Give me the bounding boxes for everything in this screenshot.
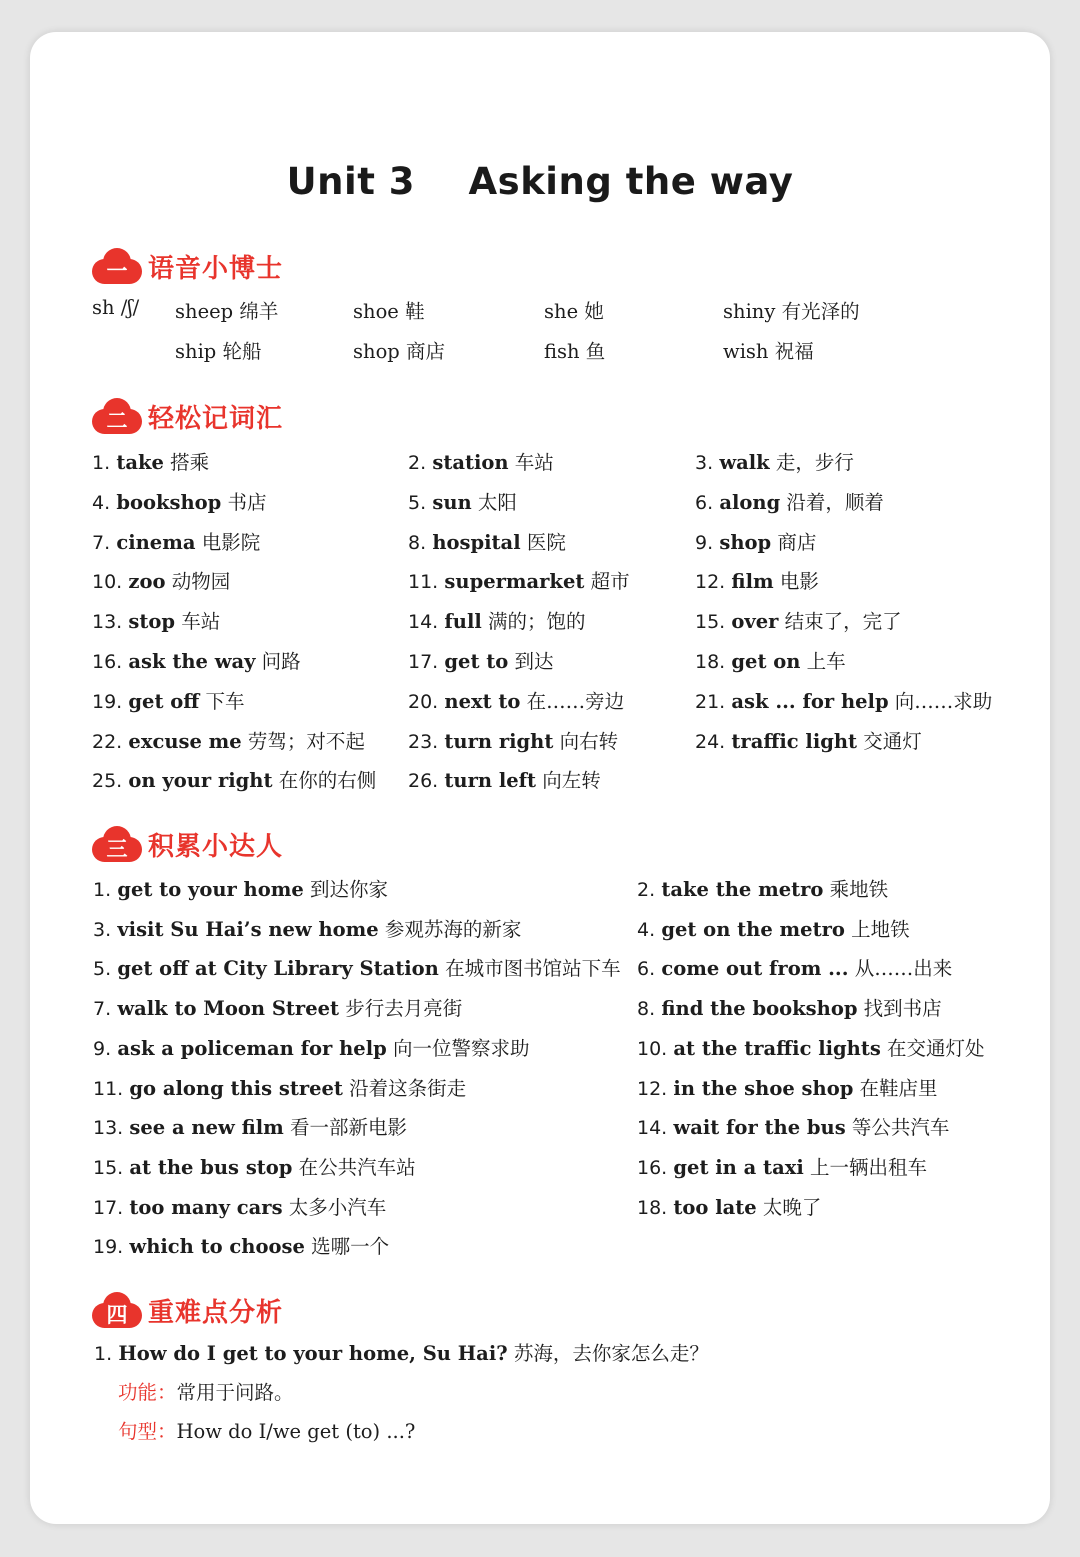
- phrase-item: 7. walk to Moon Street 步行去月亮街: [93, 997, 463, 1021]
- phrase-item: 1. get to your home 到达你家: [93, 878, 389, 901]
- vocab-item: 8. hospital 医院: [408, 530, 566, 554]
- phonics-sound: sh /ʃ/: [92, 296, 140, 319]
- phrase-item: 11. go along this street 沿着这条街走: [93, 1076, 467, 1100]
- vocab-item: 18. get on 上车: [695, 650, 846, 673]
- vocab-item: 9. shop 商店: [695, 530, 817, 554]
- function-note: 功能：常用于问路。: [118, 1381, 294, 1404]
- vocab-item: 11. supermarket 超市: [408, 570, 630, 594]
- phonics-word: she 她: [544, 300, 604, 323]
- section-key-points-header: [92, 1290, 283, 1330]
- phonics-word: wish 祝福: [723, 340, 814, 363]
- vocab-item: 26. turn left 向左转: [408, 769, 601, 793]
- phonics-word: shop 商店: [353, 340, 446, 363]
- vocab-item: 22. excuse me 劳驾；对不起: [92, 729, 365, 753]
- vocab-item: 14. full 满的；饱的: [408, 610, 586, 634]
- phrase-item: 6. come out from ... 从……出来: [637, 957, 953, 981]
- section-phrases-header: [92, 824, 283, 864]
- section-title: 轻松记词汇: [148, 403, 284, 434]
- phonics-word: sheep 绵羊: [175, 300, 279, 323]
- vocab-item: 21. ask ... for help 向……求助: [695, 689, 993, 713]
- vocab-item: 20. next to 在……旁边: [408, 689, 625, 713]
- vocab-item: 7. cinema 电影院: [92, 530, 261, 554]
- phrase-item: 3. visit Su Hai’s new home 参观苏海的新家: [93, 917, 522, 941]
- vocab-item: 12. film 电影: [695, 570, 819, 594]
- phrase-item: 14. wait for the bus 等公共汽车: [637, 1116, 950, 1140]
- vocab-item: 1. take 搭乘: [92, 451, 210, 474]
- section-badge: 一: [92, 248, 142, 284]
- section-title: 语音小博士: [148, 253, 284, 284]
- section-badge: 三: [92, 826, 142, 862]
- phrase-item: 16. get in a taxi 上一辆出租车: [637, 1155, 927, 1179]
- phrase-item: 10. at the traffic lights 在交通灯处: [637, 1036, 985, 1060]
- vocab-item: 19. get off 下车: [92, 689, 245, 713]
- vocab-item: 5. sun 太阳: [408, 490, 517, 514]
- vocab-item: 6. along 沿着，顺着: [695, 490, 884, 514]
- section-vocabulary-header: [92, 396, 283, 436]
- key-question: 1. How do I get to your home, Su Hai? 苏海，去你家怎么走？: [94, 1342, 709, 1365]
- vocab-item: 2. station 车站: [408, 451, 554, 474]
- page-title: Unit 3 Asking the way: [286, 160, 794, 203]
- vocab-item: 16. ask the way 问路: [92, 650, 301, 673]
- phonics-word: fish 鱼: [544, 340, 606, 363]
- vocab-item: 17. get to 到达: [408, 650, 554, 673]
- phrase-item: 13. see a new film 看一部新电影: [93, 1116, 408, 1140]
- phrase-item: 8. find the bookshop 找到书店: [637, 997, 942, 1021]
- phrase-item: 17. too many cars 太多小汽车: [93, 1195, 387, 1219]
- section-title: 重难点分析: [148, 1297, 284, 1328]
- phrase-item: 19. which to choose 选哪一个: [93, 1235, 390, 1259]
- vocab-item: 15. over 结束了，完了: [695, 610, 902, 634]
- section-phonics-header: [92, 246, 283, 286]
- phrase-item: 5. get off at City Library Station 在城市图书馆站下车: [93, 957, 621, 981]
- section-badge: 四: [92, 1292, 142, 1328]
- phonics-word: ship 轮船: [175, 340, 262, 363]
- vocab-item: 23. turn right 向右转: [408, 729, 619, 753]
- phrase-item: 9. ask a policeman for help 向一位警察求助: [93, 1036, 530, 1060]
- vocab-item: 13. stop 车站: [92, 610, 221, 634]
- phrase-item: 15. at the bus stop 在公共汽车站: [93, 1155, 416, 1179]
- phonics-word: shoe 鞋: [353, 300, 425, 323]
- phrase-item: 18. too late 太晚了: [637, 1195, 822, 1219]
- phrase-item: 12. in the shoe shop 在鞋店里: [637, 1076, 938, 1100]
- section-badge: 二: [92, 398, 142, 434]
- vocab-item: 4. bookshop 书店: [92, 490, 267, 514]
- phrase-item: 4. get on the metro 上地铁: [637, 917, 910, 941]
- vocab-item: 3. walk 走，步行: [695, 451, 854, 474]
- section-title: 积累小达人: [148, 831, 284, 862]
- vocab-item: 10. zoo 动物园: [92, 570, 231, 594]
- pattern-note: 句型：How do I/we get (to) ...?: [118, 1420, 416, 1443]
- phonics-word: shiny 有光泽的: [723, 300, 860, 323]
- vocab-item: 25. on your right 在你的右侧: [92, 769, 377, 793]
- vocab-item: 24. traffic light 交通灯: [695, 729, 922, 753]
- phrase-item: 2. take the metro 乘地铁: [637, 878, 889, 901]
